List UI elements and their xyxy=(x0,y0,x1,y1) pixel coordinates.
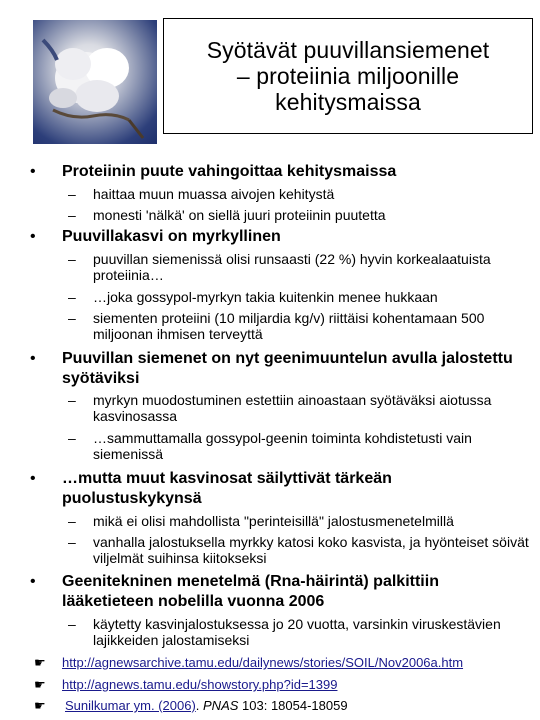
title-box xyxy=(163,18,533,134)
sub-bullet-text: …sammuttamalla gossypol-geenin toiminta kohdistetusti vain siemenissä xyxy=(93,430,472,462)
dash-symbol: – xyxy=(68,310,76,326)
pointing-hand-icon: ☛ xyxy=(34,677,46,692)
title-line-2: – proteiinia miljoonille xyxy=(236,63,460,89)
pointing-hand-icon: ☛ xyxy=(34,698,46,713)
dash-symbol: – xyxy=(68,616,76,632)
bullet-text: …mutta muut kasvinosat säilyttivät tärkeän puolustuskykynsä xyxy=(62,470,392,507)
sub-bullet-text: vanhalla jalostuksella myrkky katosi koko kasvista, ja hyönteiset söivät viljelmät suihinsa kiitokseksi xyxy=(93,534,529,566)
dash-symbol: – xyxy=(68,513,76,529)
bullet-symbol: • xyxy=(30,228,36,245)
title-line-1: Syötävät puuvillansiemenet xyxy=(206,37,490,63)
sub-bullet-text: siementen proteiini (10 miljardia kg/v) riittäisi kohentamaan 500 miljoonan ihmisen terveyttä xyxy=(93,310,485,342)
cotton-boll-icon xyxy=(33,20,157,144)
reference-citation xyxy=(65,698,348,714)
sub-bullet-text: …joka gossypol-myrkyn takia kuitenkin menee hukkaan xyxy=(93,289,438,305)
pointing-hand-icon: ☛ xyxy=(34,655,46,670)
sub-bullet-text: puuvillan siemenissä olisi runsaasti (22 %) hyvin korkealaatuista proteiinia… xyxy=(93,251,491,283)
sub-bullet-text: käytetty kasvinjalostuksessa jo 20 vuotta, varsinkin viruskestävien lajikkeiden jalostamiseksi xyxy=(93,616,501,648)
reference-link-2[interactable]: http://agnews.tamu.edu/showstory.php?id=1399 xyxy=(62,677,338,692)
sub-bullet-text: monesti 'nälkä' on siellä juuri proteiinin puutetta xyxy=(93,207,386,223)
dash-symbol: – xyxy=(68,392,76,408)
dash-symbol: – xyxy=(68,251,76,267)
sub-bullet-text: mikä ei olisi mahdollista "perinteisillä" jalostusmenetelmillä xyxy=(93,513,454,529)
sub-bullet-text: haittaa muun muassa aivojen kehitystä xyxy=(93,186,335,202)
dash-symbol: – xyxy=(68,430,76,446)
bullet-symbol: • xyxy=(30,163,36,180)
reference-link-1[interactable]: http://agnewsarchive.tamu.edu/dailynews/stories/SOIL/Nov2006a.htm xyxy=(62,655,464,670)
journal-name: PNAS xyxy=(203,698,239,713)
title-line-3: kehitysmaissa xyxy=(275,89,421,115)
citation-details: 103: 18054-18059 xyxy=(238,698,348,713)
bullet-text: Geenitekninen menetelmä (Rna-häirintä) palkittiin lääketieteen nobelilla vuonna 2006 xyxy=(62,573,439,610)
bullet-text: Puuvillakasvi on myrkyllinen xyxy=(62,228,281,245)
sub-bullet-text: myrkyn muodostuminen estettiin ainoastaan syötäväksi aiotussa kasvinosassa xyxy=(93,392,492,424)
dash-symbol: – xyxy=(68,534,76,550)
bullet-symbol: • xyxy=(30,470,36,487)
bullet-symbol: • xyxy=(30,350,36,367)
page-title xyxy=(207,37,490,115)
cotton-boll-photo xyxy=(33,20,157,144)
dash-symbol: – xyxy=(68,289,76,305)
bullet-text: Proteiinin puute vahingoittaa kehitysmaissa xyxy=(62,163,397,180)
dash-symbol: – xyxy=(68,186,76,202)
bullet-symbol: • xyxy=(30,573,36,590)
reference-link-3[interactable]: Sunilkumar ym. (2006) xyxy=(65,698,196,713)
bullet-text: Puuvillan siemenet on nyt geenimuuntelun avulla jalostettu syötäviksi xyxy=(62,350,513,387)
citation-separator: . xyxy=(195,698,204,713)
dash-symbol: – xyxy=(68,207,76,223)
